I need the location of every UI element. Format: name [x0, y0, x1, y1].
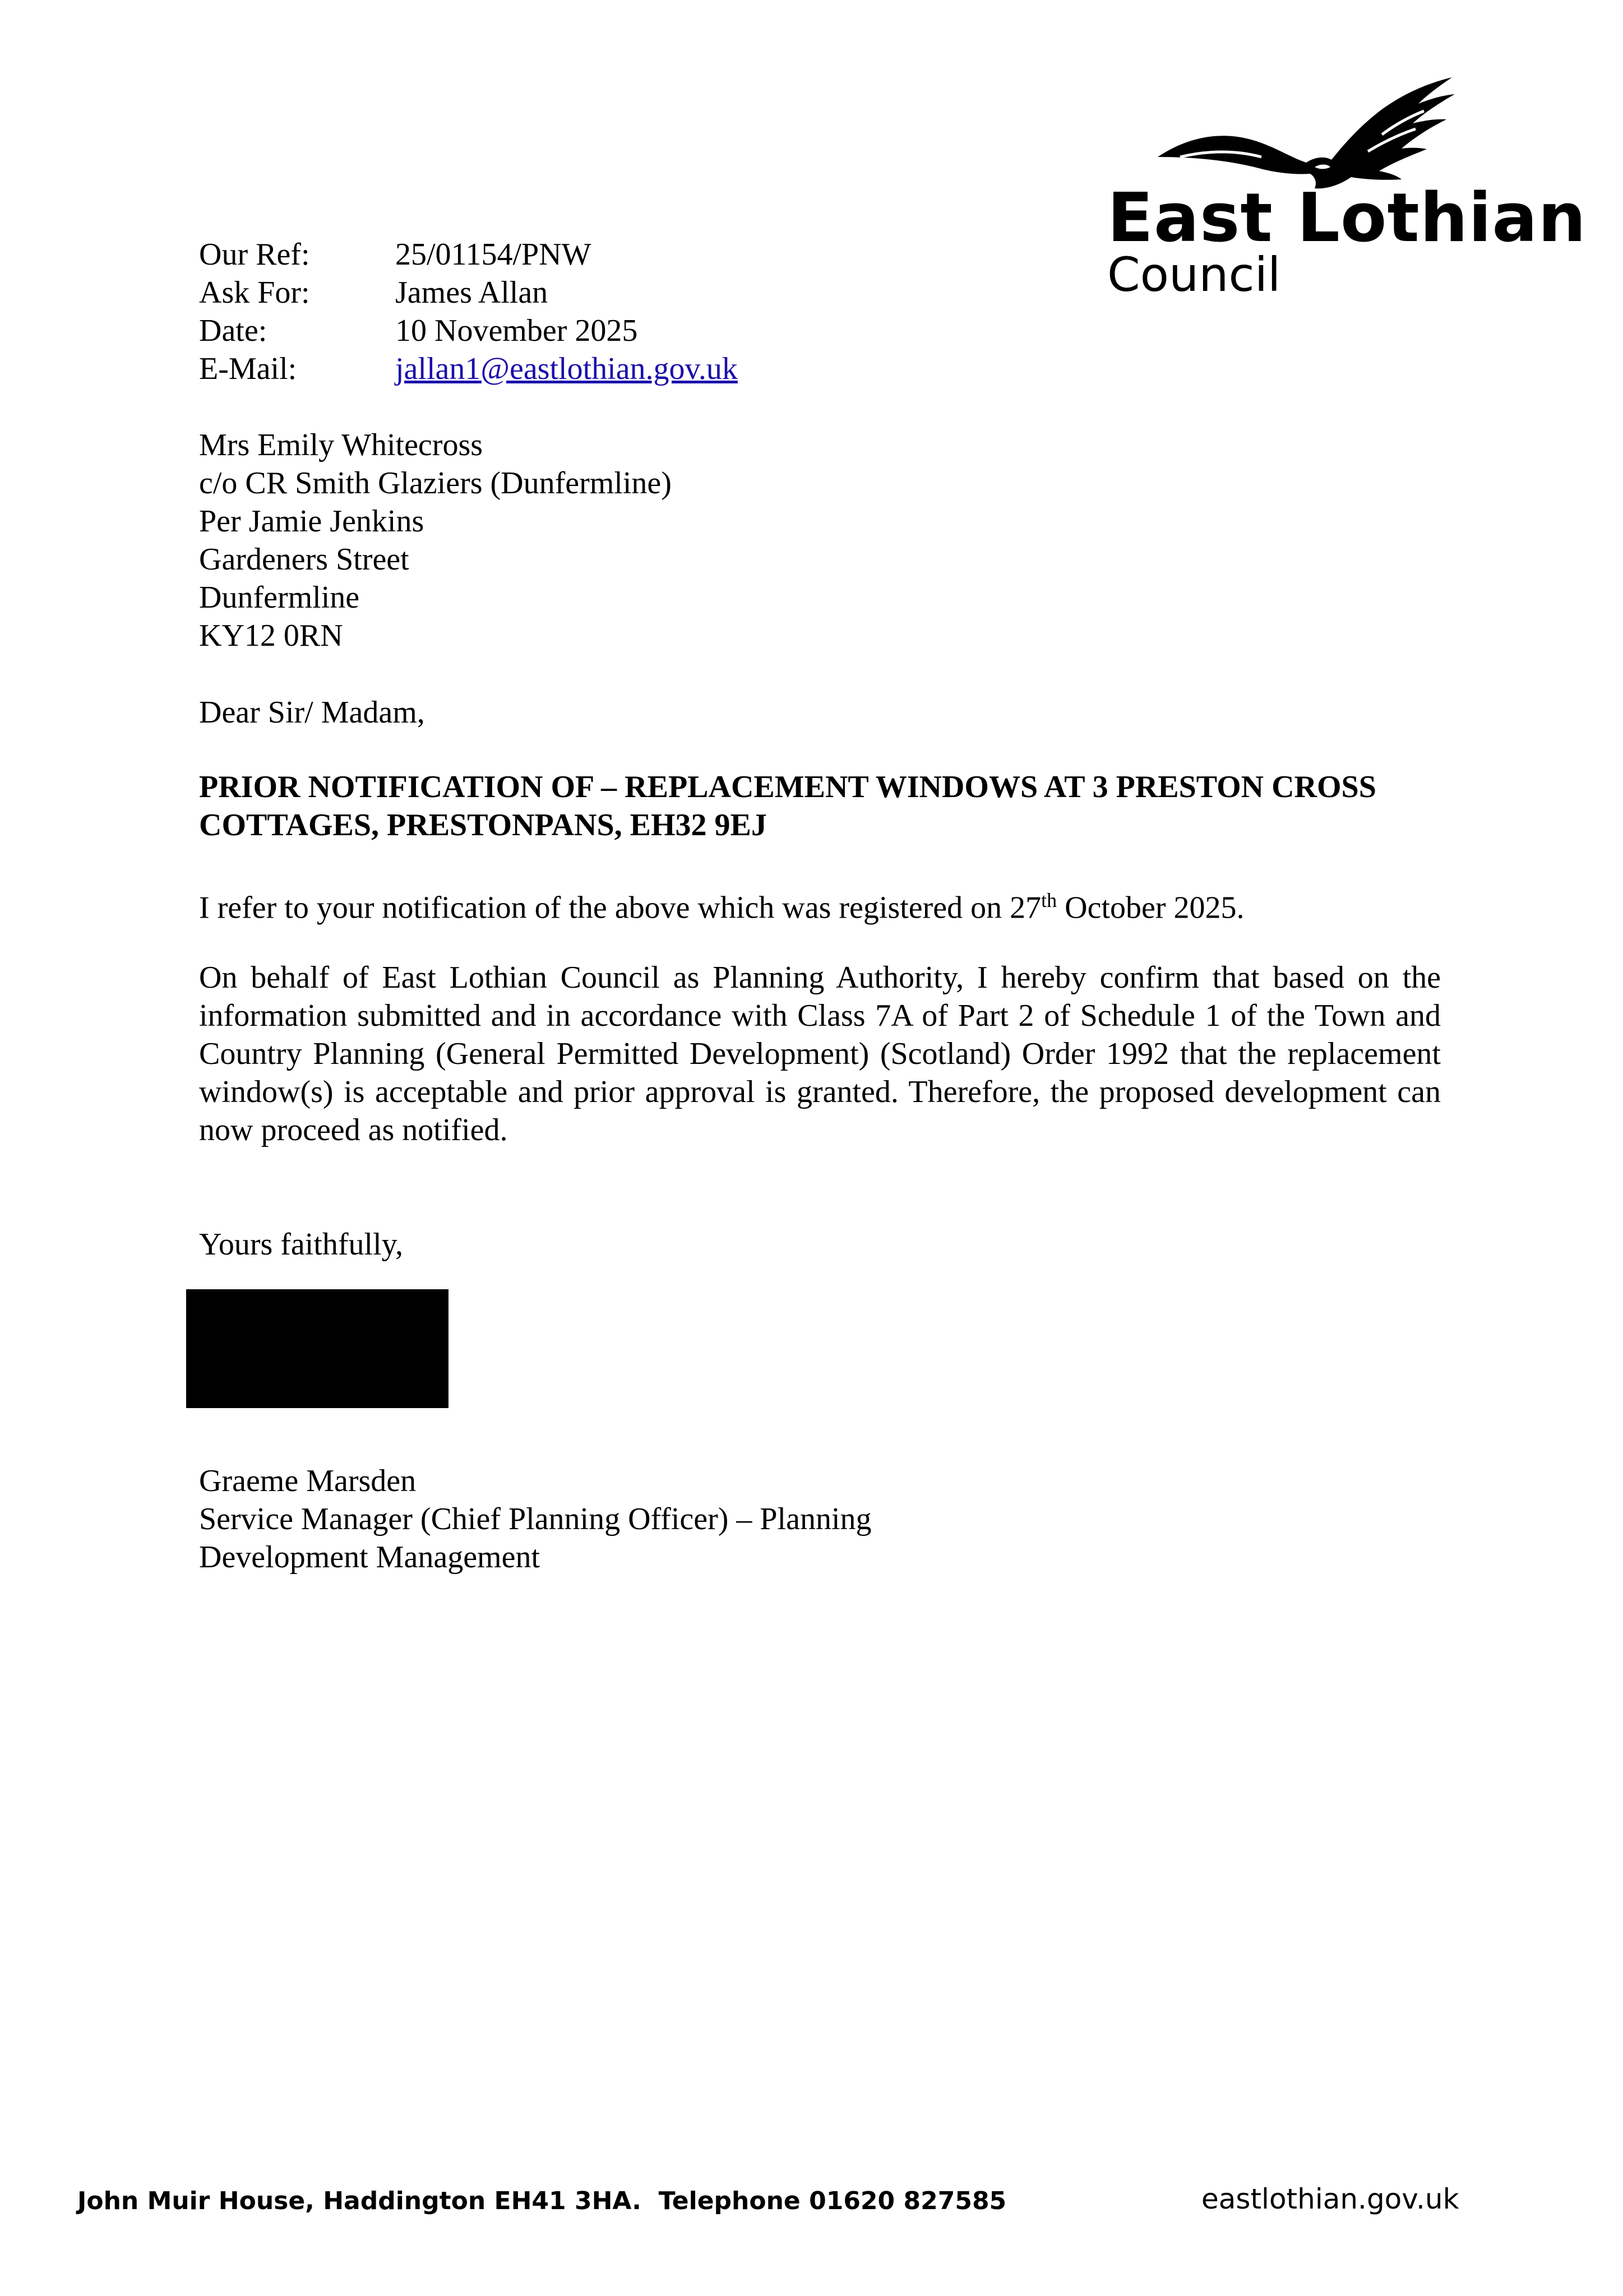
subject-heading: PRIOR NOTIFICATION OF – REPLACEMENT WINDOWS AT 3 PRESTON CROSS COTTAGES, PRESTONPANS, EH32 9EJ	[199, 770, 1376, 843]
recipient-address	[199, 426, 672, 655]
address-line: KY12 0RN	[199, 618, 343, 653]
logo-subtitle: Council	[1107, 247, 1281, 302]
signatory-department: Development Management	[199, 1540, 540, 1575]
ref-row-date	[199, 312, 738, 350]
signature-block	[199, 1462, 872, 1576]
logo-title: East Lothian	[1107, 179, 1587, 257]
ref-row-ask-for	[199, 274, 738, 312]
address-line: Mrs Emily Whitecross	[199, 428, 483, 462]
email-link[interactable]: jallan1@eastlothian.gov.uk	[395, 351, 738, 386]
ref-value: 10 November 2025	[395, 313, 638, 348]
address-line: Gardeners Street	[199, 542, 409, 577]
redacted-signature	[186, 1289, 448, 1408]
para1-text-end: October 2025.	[1057, 890, 1245, 925]
ordinal-suffix: th	[1041, 889, 1057, 911]
signatory-name: Graeme Marsden	[199, 1464, 417, 1498]
para1-text: I refer to your notification of the above which was registered on 27	[199, 890, 1042, 925]
ref-row-email	[199, 350, 738, 388]
ref-label: Our Ref:	[199, 237, 310, 272]
eagle-icon	[1146, 73, 1460, 196]
closing: Yours faithfully,	[199, 1227, 404, 1262]
council-logo	[1107, 73, 1587, 302]
address-line: Dunfermline	[199, 580, 360, 615]
address-line: c/o CR Smith Glaziers (Dunfermline)	[199, 466, 672, 501]
ref-value: James Allan	[395, 275, 548, 310]
paragraph-approval: On behalf of East Lothian Council as Planning Authority, I hereby confirm that based on the information submitted and in accordance with Class 7A of Part 2 of Schedule 1 of the Town and Country Planning (General Permitted Development) (Scotland) Order 1992 that the replacement window(s) is acceptable and prior approval is granted. Therefore, the proposed development can now proceed as notified.	[199, 960, 1441, 1147]
address-line: Per Jamie Jenkins	[199, 504, 424, 539]
footer-website[interactable]: eastlothian.gov.uk	[1201, 2183, 1459, 2215]
salutation: Dear Sir/ Madam,	[199, 695, 425, 730]
ref-label: Ask For:	[199, 275, 310, 310]
footer-address: John Muir House, Haddington EH41 3HA. Telephone 01620 827585	[77, 2187, 1007, 2215]
paragraph-registration	[199, 881, 1441, 927]
ref-value: 25/01154/PNW	[395, 237, 591, 272]
ref-row-our-ref	[199, 235, 738, 274]
ref-label: Date:	[199, 313, 267, 348]
reference-block	[199, 235, 738, 388]
signatory-title: Service Manager (Chief Planning Officer) – Planning	[199, 1502, 872, 1536]
ref-label: E-Mail:	[199, 351, 297, 386]
